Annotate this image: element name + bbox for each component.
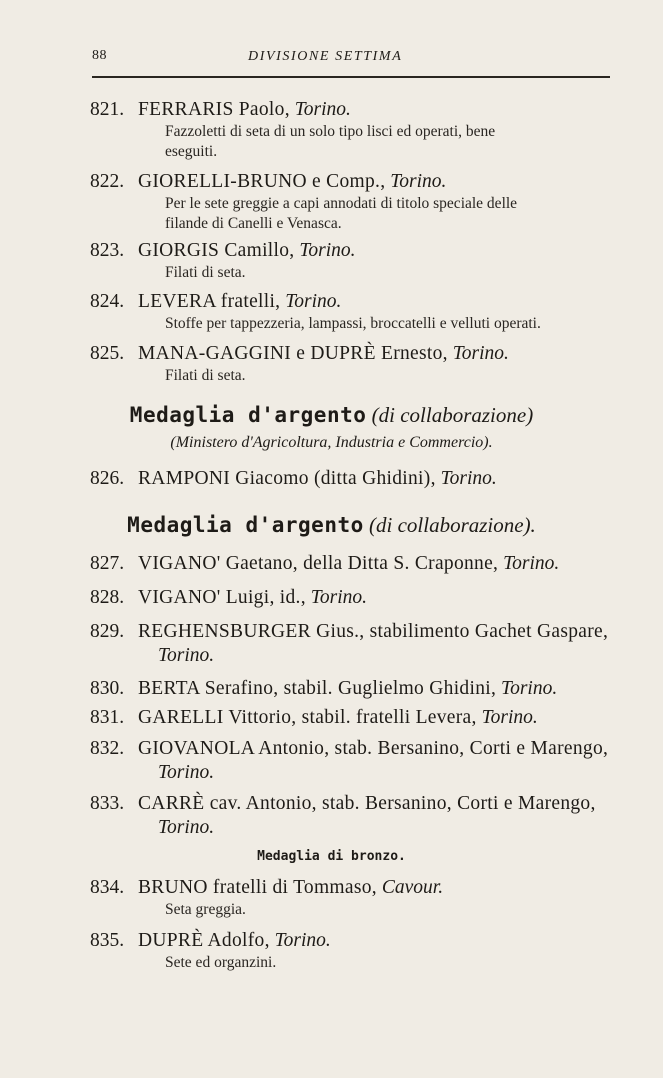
entry-number: 830.	[90, 678, 125, 699]
entry-city: Torino.	[452, 343, 509, 364]
entry-number: 831.	[90, 707, 125, 728]
entry-city: Torino.	[158, 762, 215, 783]
entry-city: Cavour.	[381, 877, 444, 898]
entry-name: GARELLI Vittorio, stabil. fratelli Levera,	[138, 707, 477, 728]
page-number: 88	[92, 48, 107, 63]
entry-city: Torino.	[158, 645, 215, 666]
entry-description: eseguiti.	[165, 143, 218, 160]
section-title: Medaglia d'argento	[129, 403, 367, 427]
entry-name: CARRÈ cav. Antonio, stab. Bersanino, Corti e Marengo,	[138, 793, 596, 814]
entry-name: FERRARIS Paolo,	[138, 99, 290, 120]
entry-number: 833.	[90, 793, 125, 814]
entry-city: Torino.	[481, 707, 538, 728]
entry-description: Stoffe per tappezzeria, lampassi, broccatelli e velluti operati.	[165, 315, 541, 332]
section-qualifier: (di collaborazione)	[371, 403, 534, 427]
entry-number: 825.	[90, 343, 125, 364]
list-item	[90, 467, 620, 491]
entry-city: Torino.	[440, 468, 497, 489]
running-title: DIVISIONE SETTIMA	[248, 49, 403, 64]
section-heading	[0, 512, 663, 538]
list-item	[90, 342, 620, 386]
entry-number: 826.	[90, 468, 125, 489]
entry-description: Filati di seta.	[165, 367, 246, 384]
entry-description: Fazzoletti di seta di un solo tipo lisci ed operati, bene	[165, 123, 496, 140]
list-item	[90, 586, 620, 610]
list-item	[90, 737, 620, 785]
entry-city: Torino.	[503, 553, 560, 574]
section-heading	[0, 402, 663, 428]
list-item	[90, 98, 620, 162]
section-qualifier: (di collaborazione).	[369, 513, 536, 537]
entry-description: Seta greggia.	[165, 901, 246, 918]
section-title: Medaglia di bronzo.	[257, 849, 406, 864]
entry-number: 823.	[90, 240, 125, 261]
list-item	[90, 552, 620, 576]
entry-number: 828.	[90, 587, 125, 608]
entry-city: Torino.	[299, 240, 356, 261]
list-item	[90, 792, 620, 840]
entry-name: LEVERA fratelli,	[138, 291, 281, 312]
list-item	[90, 620, 620, 668]
entry-city: Torino.	[158, 817, 215, 838]
list-item	[90, 706, 620, 730]
entry-number: 832.	[90, 738, 125, 759]
entry-name: MANA-GAGGINI e DUPRÈ Ernesto,	[138, 343, 448, 364]
entry-description: Per le sete greggie a capi annodati di titolo speciale delle	[165, 195, 518, 212]
entry-city: Torino.	[294, 99, 351, 120]
entry-name: VIGANO' Luigi, id.,	[138, 587, 306, 608]
entry-name: BRUNO fratelli di Tommaso,	[138, 877, 377, 898]
header-rule	[92, 76, 610, 78]
list-item	[90, 290, 620, 334]
list-item	[90, 876, 620, 920]
entry-city: Torino.	[310, 587, 367, 608]
entry-number: 829.	[90, 621, 125, 642]
entry-city: Torino.	[501, 678, 558, 699]
entry-name: DUPRÈ Adolfo,	[138, 930, 270, 951]
entry-name: RAMPONI Giacomo (ditta Ghidini),	[138, 468, 436, 489]
entry-name: REGHENSBURGER Gius., stabilimento Gachet Gaspare,	[138, 621, 609, 642]
entry-number: 835.	[90, 930, 125, 951]
entry-number: 821.	[90, 99, 125, 120]
list-item	[90, 170, 620, 234]
section-subtitle: (Ministero d'Agricoltura, Industria e Commercio).	[170, 434, 493, 451]
list-item	[90, 929, 620, 973]
entry-number: 834.	[90, 877, 125, 898]
entry-name: BERTA Serafino, stabil. Guglielmo Ghidini,	[138, 678, 497, 699]
entry-name: GIORGIS Camillo,	[138, 240, 295, 261]
entry-city: Torino.	[274, 930, 331, 951]
entry-description: Sete ed organzini.	[165, 954, 277, 971]
entry-number: 824.	[90, 291, 125, 312]
entry-city: Torino.	[390, 171, 447, 192]
entry-name: GIOVANOLA Antonio, stab. Bersanino, Corti e Marengo,	[138, 738, 609, 759]
list-item	[90, 239, 620, 283]
entry-name: VIGANO' Gaetano, della Ditta S. Craponne,	[138, 553, 499, 574]
entry-number: 827.	[90, 553, 125, 574]
list-item	[90, 677, 620, 701]
entry-name: GIORELLI-BRUNO e Comp.,	[138, 171, 386, 192]
entry-city: Torino.	[285, 291, 342, 312]
entry-description: Filati di seta.	[165, 264, 246, 281]
entry-description: filande di Canelli e Venasca.	[165, 215, 342, 232]
entry-number: 822.	[90, 171, 125, 192]
section-title: Medaglia d'argento	[127, 513, 364, 537]
